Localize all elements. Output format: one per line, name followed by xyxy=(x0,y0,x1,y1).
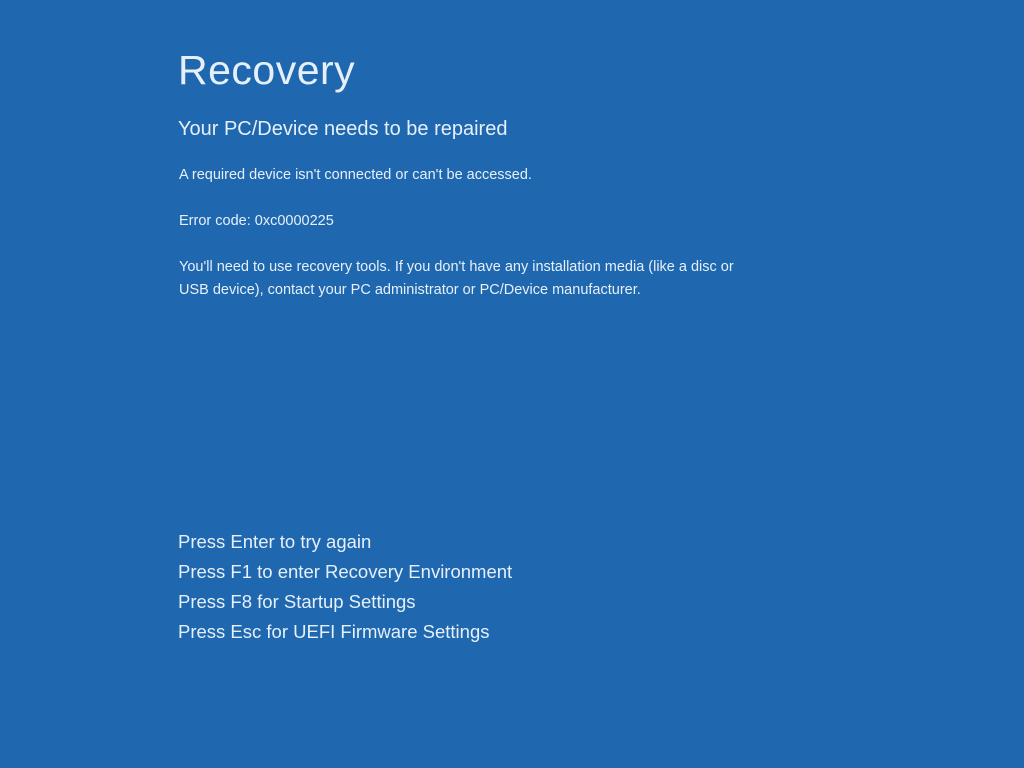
key-option-esc: Press Esc for UEFI Firmware Settings xyxy=(178,621,490,642)
repair-subtitle: Your PC/Device needs to be repaired xyxy=(178,118,508,140)
key-option-f8: Press F8 for Startup Settings xyxy=(178,591,416,612)
error-code: Error code: 0xc0000225 xyxy=(179,213,334,229)
key-option-enter: Press Enter to try again xyxy=(178,531,372,552)
page-title: Recovery xyxy=(178,47,356,93)
key-option-f1: Press F1 to enter Recovery Environment xyxy=(178,561,513,582)
key-options-list xyxy=(178,527,512,647)
error-description: A required device isn't connected or can't be accessed. xyxy=(179,167,532,183)
recovery-instructions: You'll need to use recovery tools. If you don't have any installation media (like a disc or USB device), contact your PC administrator or PC/Device manufacturer. xyxy=(179,259,734,298)
